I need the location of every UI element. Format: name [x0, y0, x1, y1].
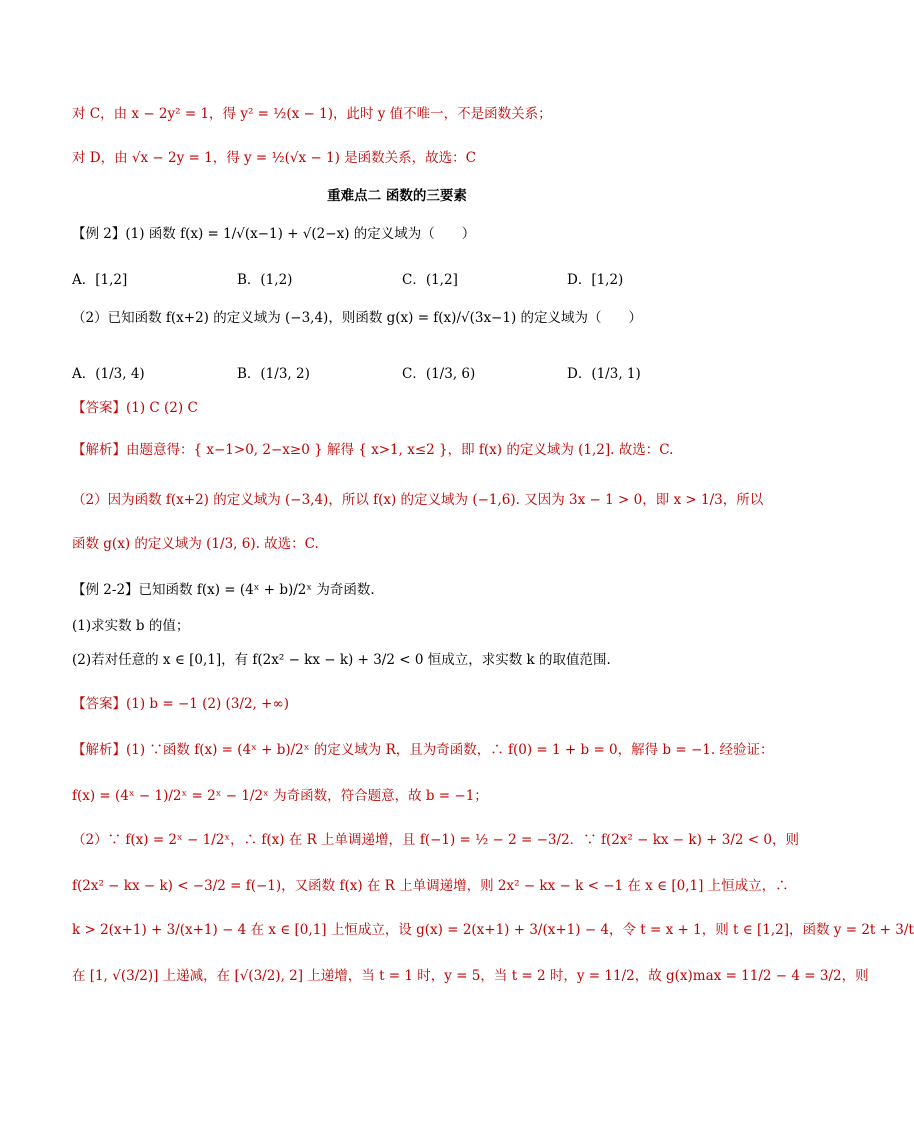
option-d: D．(1/3, 1) [567, 366, 641, 382]
example-2-2-q1: (1)求实数 b 的值； [72, 618, 190, 634]
option-b: B．(1,2) [237, 272, 293, 288]
example-2-2-answer: 【答案】(1) b = −1 (2) (3/2, +∞) [72, 696, 289, 712]
section-title: 重难点二 函数的三要素 [327, 188, 467, 204]
example-2-2-question: 【例 2-2】已知函数 f(x) = (4ˣ + b)/2ˣ 为奇函数. [72, 582, 375, 598]
example-2-2-solution-1: 【解析】(1) ∵函数 f(x) = (4ˣ + b)/2ˣ 的定义域为 R，且为奇函数，∴ f(0) = 1 + b = 0，解得 b = −1. 经验证： [72, 742, 774, 758]
option-b: B．(1/3, 2) [237, 366, 310, 382]
option-c: C．(1/3, 6) [402, 366, 476, 382]
example-2-2-solution-2a: （2）∵ f(x) = 2ˣ − 1/2ˣ，∴ f(x) 在 R 上单调递增，且 f(−1) = ½ − 2 = −3/2．∵ f(2x² − kx − k) + 3/2 < 0，则 [72, 832, 799, 848]
example-2-solution-2a: （2）因为函数 f(x+2) 的定义域为 (−3,4)，所以 f(x) 的定义域为 (−1,6). 又因为 3x − 1 > 0，即 x > 1/3，所以 [72, 492, 764, 508]
example-2-part-2-options [72, 362, 732, 382]
option-d: D．[1,2) [567, 272, 624, 288]
part-c-analysis: 对 C，由 x − 2y² = 1，得 y² = ½(x − 1)，此时 y 值不唯一，不是函数关系； [72, 106, 552, 122]
example-2-answer: 【答案】(1) C (2) C [72, 400, 198, 416]
option-a: A．(1/3, 4) [72, 366, 145, 382]
example-2-2-solution-2b: f(2x² − kx − k) < −3/2 = f(−1)，又函数 f(x) 在 R 上单调递增，则 2x² − kx − k < −1 在 x ∈ [0,1] 上恒成立，∴ [72, 878, 789, 894]
example-2-part-1-options [72, 268, 732, 288]
example-2-part-1-question: 【例 2】(1) 函数 f(x) = 1/√(x−1) + √(2−x) 的定义域为（ ） [72, 226, 476, 242]
example-2-part-2-question: （2）已知函数 f(x+2) 的定义域为 (−3,4)，则函数 g(x) = f(x)/√(3x−1) 的定义域为（ ） [72, 310, 643, 326]
option-a: A．[1,2] [72, 272, 128, 288]
example-2-2-solution-2d: 在 [1, √(3/2)] 上递减，在 [√(3/2), 2] 上递增，当 t = 1 时，y = 5，当 t = 2 时，y = 11/2，故 g(x)max = 11/2 − 4 = 3/2，则 [72, 968, 869, 984]
example-2-2-solution-2c: k > 2(x+1) + 3/(x+1) − 4 在 x ∈ [0,1] 上恒成立，设 g(x) = 2(x+1) + 3/(x+1) − 4，令 t = x + 1，则 t ∈ [1,2]，函数 y = 2t + 3/t [72, 922, 914, 938]
example-2-2-solution-1b: f(x) = (4ˣ − 1)/2ˣ = 2ˣ − 1/2ˣ 为奇函数，符合题意，故 b = −1； [72, 788, 488, 804]
example-2-solution-2b: 函数 g(x) 的定义域为 (1/3, 6). 故选：C. [72, 536, 319, 552]
example-2-solution-1: 【解析】由题意得：{ x−1>0, 2−x≥0 } 解得 { x>1, x≤2 }，即 f(x) 的定义域为 (1,2]. 故选：C. [72, 442, 674, 458]
example-2-2-q2: (2)若对任意的 x ∈ [0,1]，有 f(2x² − kx − k) + 3/2 < 0 恒成立，求实数 k 的取值范围. [72, 652, 611, 668]
part-d-analysis: 对 D，由 √x − 2y = 1，得 y = ½(√x − 1) 是函数关系，故选：C [72, 150, 476, 166]
option-c: C．(1,2] [402, 272, 458, 288]
